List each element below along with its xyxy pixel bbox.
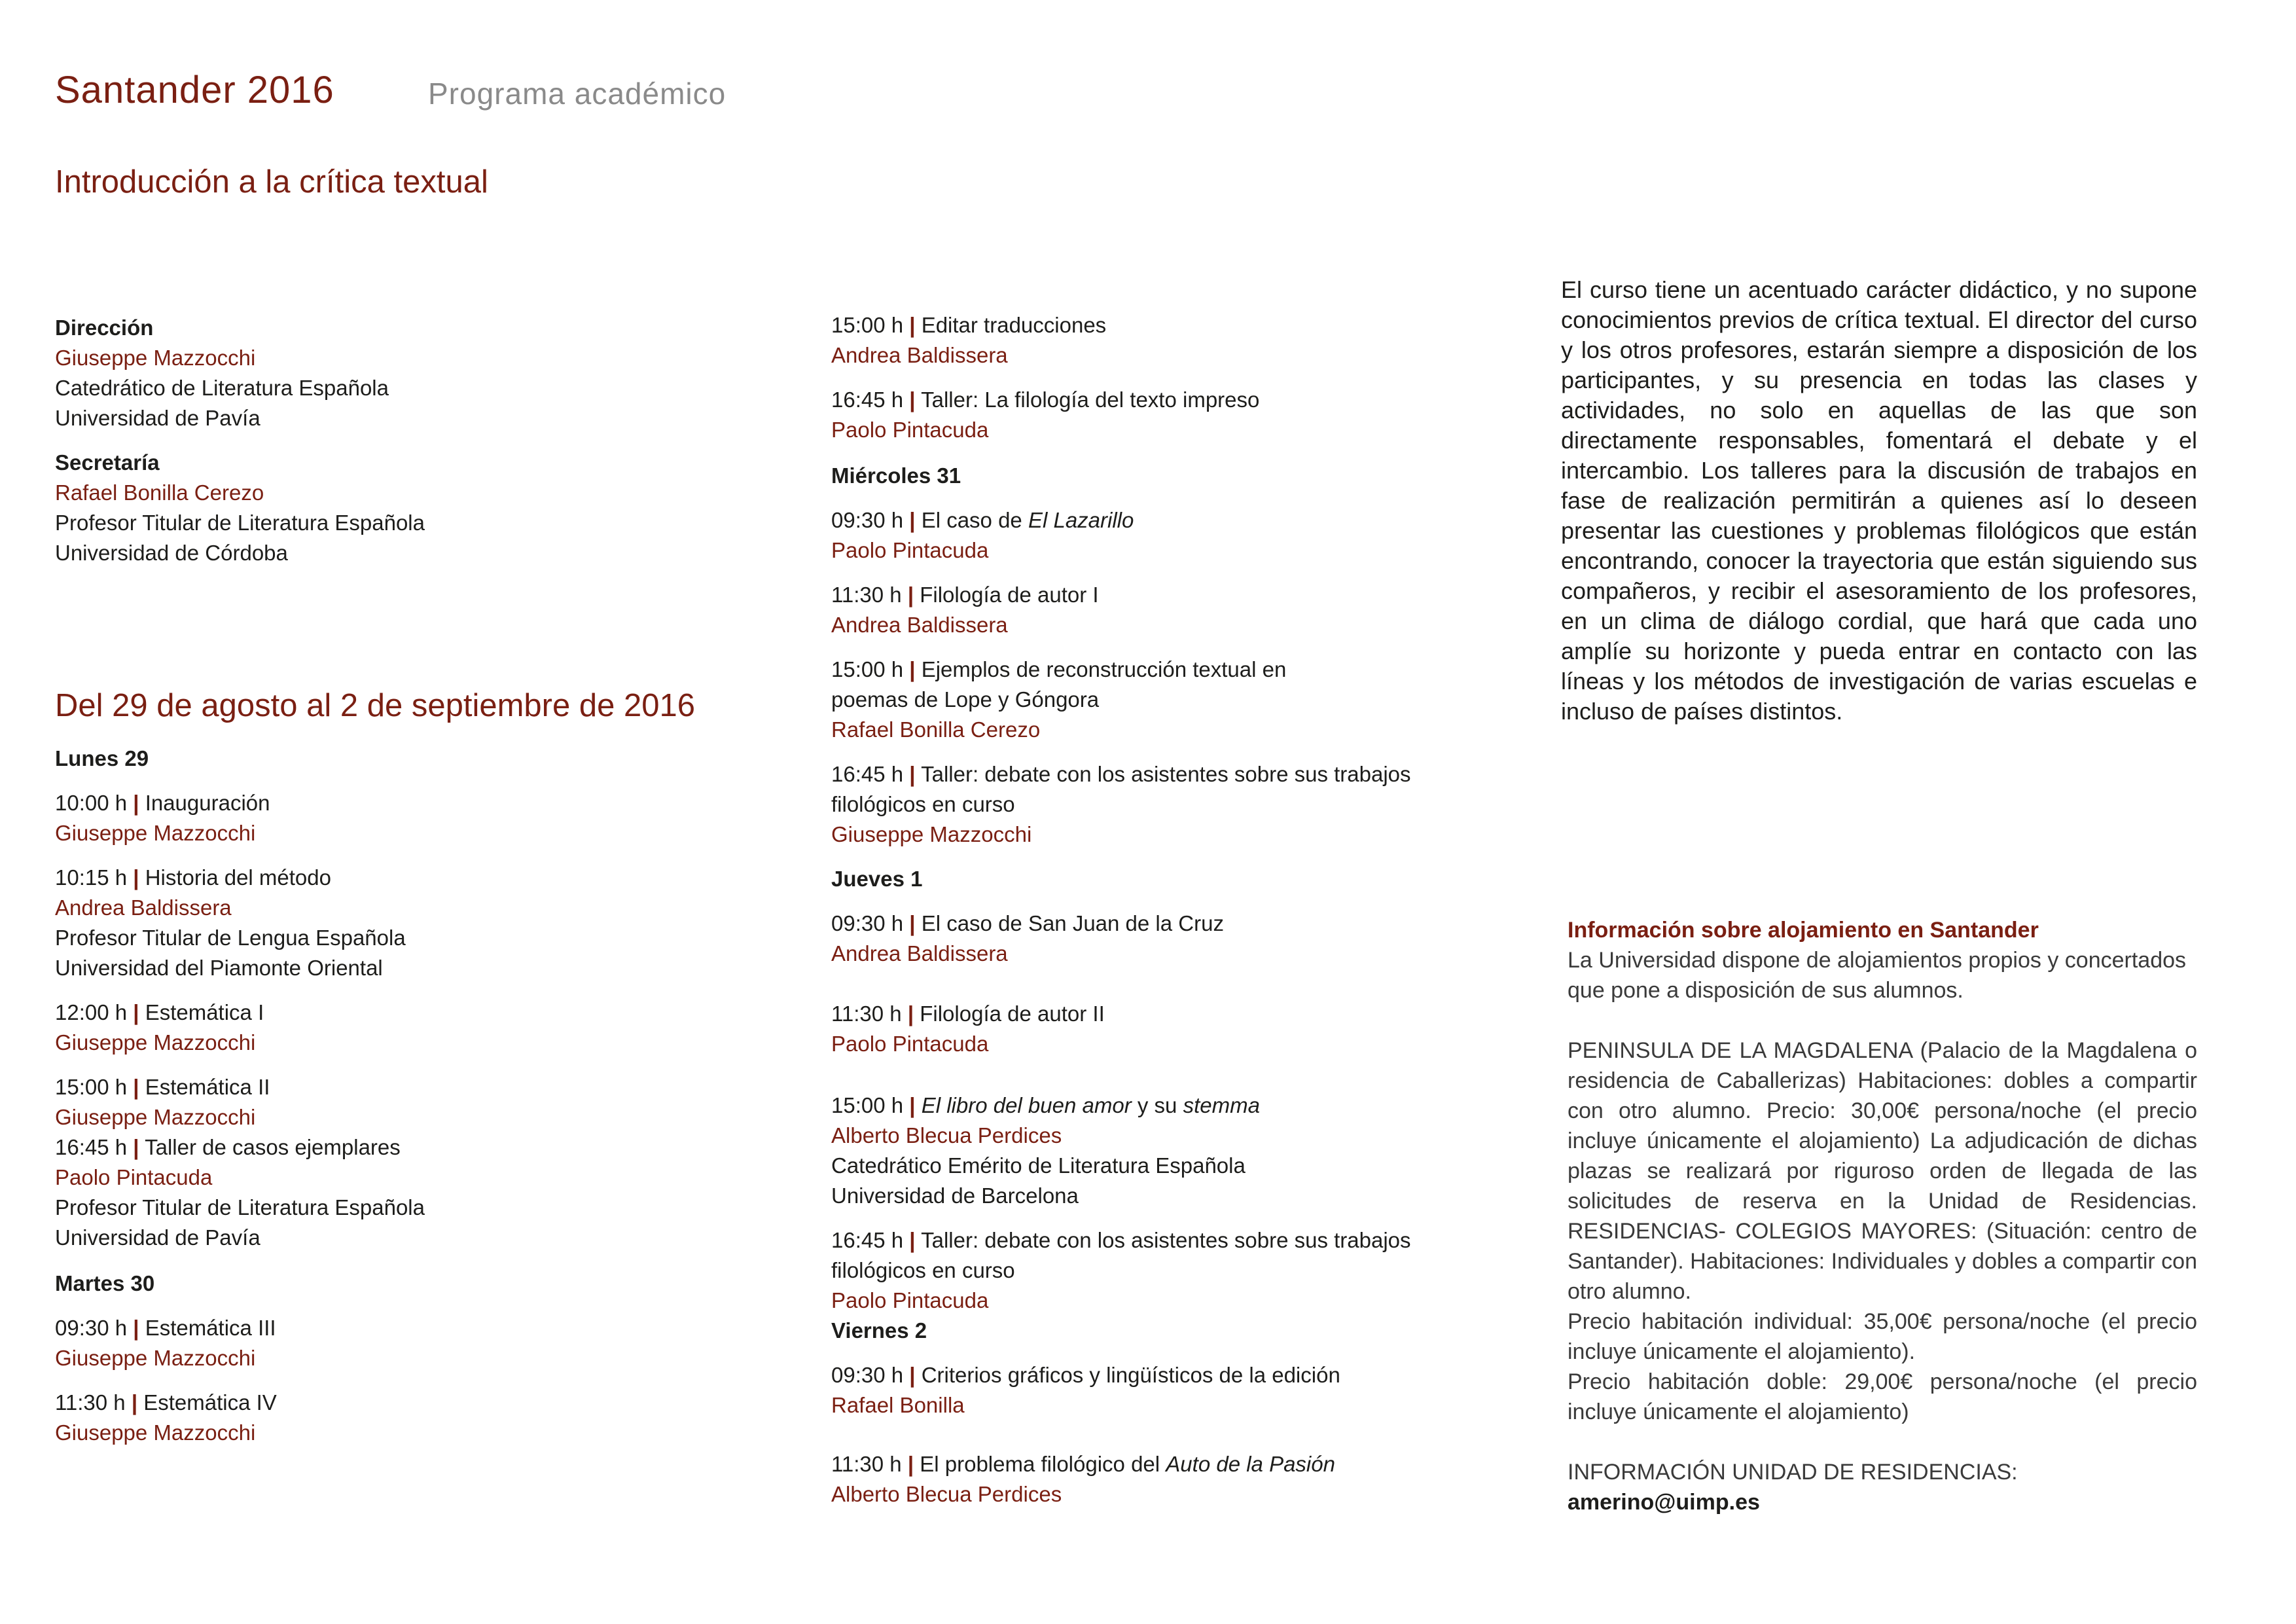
speaker-role: Profesor Titular de Literatura Española — [55, 1195, 425, 1219]
direccion-label: Dirección — [55, 316, 154, 340]
session — [55, 1313, 775, 1373]
session-title-line: 16:45 h | Taller: La filología del texto impreso — [831, 388, 1260, 412]
day-heading: Martes 30 — [55, 1271, 155, 1295]
price-double: Precio habitación doble: 29,00€ persona/noche (el precio incluye únicamente el alojamiento) — [1568, 1369, 2197, 1424]
course-title: Introducción a la crítica textual — [55, 164, 488, 200]
session-title-line-2: filológicos en curso — [831, 1258, 1015, 1282]
speaker-role: Catedrático Emérito de Literatura Española — [831, 1153, 1246, 1178]
session — [55, 1132, 775, 1253]
session-title-line: 16:45 h | Taller de casos ejemplares — [55, 1135, 401, 1159]
speaker-affiliation: Universidad del Piamonte Oriental — [55, 956, 383, 980]
session-title-line: 09:30 h | El caso de San Juan de la Cruz — [831, 911, 1224, 935]
price-single: Precio habitación individual: 35,00€ persona/noche (el precio incluye únicamente el alojamiento). — [1568, 1309, 2197, 1364]
session-speaker: Giuseppe Mazzocchi — [55, 1105, 256, 1129]
contact-label: INFORMACIÓN UNIDAD DE RESIDENCIAS: — [1568, 1460, 2018, 1485]
session — [831, 505, 1551, 566]
session-speaker: Rafael Bonilla Cerezo — [831, 717, 1041, 742]
session-speaker: Paolo Pintacuda — [831, 538, 989, 562]
lodging-intro: La Universidad dispone de alojamientos propios y concertados que pone a disposición de sus alumnos. — [1568, 948, 2187, 1003]
session-title-line: 10:00 h | Inauguración — [55, 791, 270, 815]
course-description: El curso tiene un acentuado carácter didáctico, y no supone conocimientos previos de crítica textual. El director del curso y los otros profesores, estarán siempre a disposición de los participantes, y su presencia en todas las clases y actividades, no solo en aquellas de las que son directamente responsables, fomentará el debate y el intercambio. Los talleres para la discusión de trabajos en fase de realización permitirán a quienes así lo deseen presentar las cuestiones y problemas filológicos que están encontrando, conocer la trayectoria que están siguiendo sus compañeros, y recibir el asesoramiento de los profesores, en un clima de diálogo cordial, que hará que cada uno amplíe su horizonte y pueda entrar en contacto con las líneas y los métodos de investigación de varias escuelas e incluso de países distintos. — [1561, 276, 2197, 725]
session-title-line: 09:30 h | El caso de El Lazarillo — [831, 508, 1134, 532]
session-title-line: 15:00 h | El libro del buen amor y su stemma — [831, 1093, 1260, 1117]
speaker-affiliation: Universidad de Pavía — [55, 1225, 260, 1250]
session — [55, 998, 775, 1058]
secretary-role: Profesor Titular de Literatura Española — [55, 511, 425, 535]
course-dates: Del 29 de agosto al 2 de septiembre de 2016 — [55, 688, 695, 723]
schedule-column-2 — [831, 310, 1551, 1509]
session — [831, 999, 1551, 1059]
session-title-line: 15:00 h | Estemática II — [55, 1075, 270, 1099]
session-speaker: Giuseppe Mazzocchi — [55, 1346, 256, 1370]
session — [831, 580, 1551, 640]
session-title-line: 10:15 h | Historia del método — [55, 865, 331, 890]
page-subtitle: Programa académico — [428, 77, 726, 111]
day-heading: Viernes 2 — [831, 1318, 927, 1343]
director-role: Catedrático de Literatura Española — [55, 376, 389, 400]
contact-email[interactable]: amerino@uimp.es — [1568, 1490, 1760, 1515]
lodging-heading: Información sobre alojamiento en Santander — [1568, 918, 2039, 943]
staff-section — [55, 313, 775, 568]
session-speaker: Giuseppe Mazzocchi — [55, 1420, 256, 1445]
session — [55, 1388, 775, 1448]
session-speaker: Paolo Pintacuda — [831, 1288, 989, 1312]
speaker-affiliation: Universidad de Barcelona — [831, 1183, 1079, 1208]
session-title-line: 09:30 h | Estemática III — [55, 1316, 276, 1340]
session — [55, 1072, 775, 1132]
session-title-line: 11:30 h | El problema filológico del Auto de la Pasión — [831, 1452, 1335, 1476]
secretary-name: Rafael Bonilla Cerezo — [55, 480, 264, 505]
session-title-line: 16:45 h | Taller: debate con los asistentes sobre sus trabajos — [831, 762, 1411, 786]
lodging-info — [1568, 915, 2197, 1517]
session-speaker: Andrea Baldissera — [831, 343, 1008, 367]
session-title-line: 16:45 h | Taller: debate con los asistentes sobre sus trabajos — [831, 1228, 1411, 1252]
session — [831, 1225, 1551, 1316]
session-title-line: 15:00 h | Editar traducciones — [831, 313, 1107, 337]
schedule-column-1 — [55, 744, 775, 1448]
session-speaker: Giuseppe Mazzocchi — [55, 821, 256, 845]
session-title-line: 12:00 h | Estemática I — [55, 1000, 264, 1024]
session — [831, 385, 1551, 445]
page-title: Santander 2016 — [55, 69, 334, 111]
session-speaker: Andrea Baldissera — [55, 895, 232, 920]
session-title-line-2: filológicos en curso — [831, 792, 1015, 816]
session-title-line: 11:30 h | Filología de autor II — [831, 1001, 1105, 1026]
session-title-line-2: poemas de Lope y Góngora — [831, 687, 1100, 712]
secretaria-label: Secretaría — [55, 450, 160, 475]
session-title-line: 11:30 h | Filología de autor I — [831, 583, 1099, 607]
session-speaker: Paolo Pintacuda — [55, 1165, 213, 1189]
session — [831, 1360, 1551, 1420]
session-title-line: 09:30 h | Criterios gráficos y lingüísticos de la edición — [831, 1363, 1340, 1387]
day-heading: Jueves 1 — [831, 867, 923, 891]
day-heading: Miércoles 31 — [831, 463, 961, 488]
session-speaker: Alberto Blecua Perdices — [831, 1482, 1062, 1506]
lodging-body: PENINSULA DE LA MAGDALENA (Palacio de la Magdalena o residencia de Caballerizas) Habitaciones: dobles a compartir con otro alumno. Precio: 30,00€ persona/noche (el precio incluye únicamente el alojamiento) La adjudicación de dichas plazas se realizará por riguroso orden de llegada de las solicitudes de reserva en la Unidad de Residencias. RESIDENCIAS- COLEGIOS MAYORES: (Situación: centro de Santander). Habitaciones: Individuales y dobles a compartir con otro alumno. — [1568, 1038, 2197, 1304]
session-title-line: 11:30 h | Estemática IV — [55, 1390, 277, 1415]
director-affiliation: Universidad de Pavía — [55, 406, 260, 430]
session — [831, 1091, 1551, 1211]
session — [831, 909, 1551, 969]
session-speaker: Giuseppe Mazzocchi — [831, 822, 1032, 846]
session — [55, 788, 775, 848]
session — [55, 863, 775, 983]
session-speaker: Giuseppe Mazzocchi — [55, 1030, 256, 1055]
session-speaker: Paolo Pintacuda — [831, 418, 989, 442]
director-name: Giuseppe Mazzocchi — [55, 346, 256, 370]
session-speaker: Andrea Baldissera — [831, 941, 1008, 965]
secretary-affiliation: Universidad de Córdoba — [55, 541, 288, 565]
session-speaker: Alberto Blecua Perdices — [831, 1123, 1062, 1147]
speaker-role: Profesor Titular de Lengua Española — [55, 926, 406, 950]
session-title-line: 15:00 h | Ejemplos de reconstrucción textual en — [831, 657, 1287, 681]
session-speaker: Paolo Pintacuda — [831, 1032, 989, 1056]
session — [831, 655, 1551, 745]
session-speaker: Rafael Bonilla — [831, 1393, 965, 1417]
session — [831, 759, 1551, 850]
day-heading: Lunes 29 — [55, 746, 149, 770]
session — [831, 310, 1551, 370]
session — [831, 1449, 1551, 1509]
session-speaker: Andrea Baldissera — [831, 613, 1008, 637]
